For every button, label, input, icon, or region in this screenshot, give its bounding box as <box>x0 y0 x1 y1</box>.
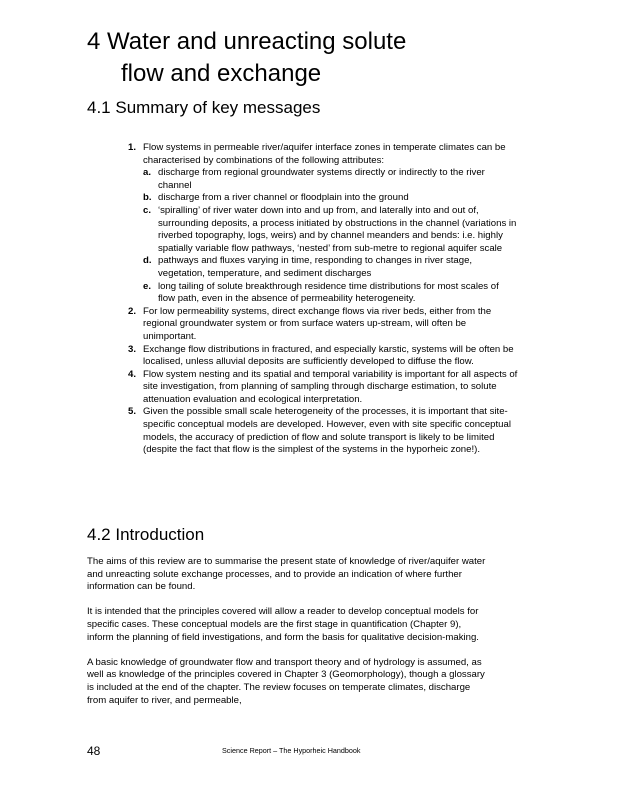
sub-item-letter: e. <box>143 280 152 292</box>
sub-item <box>143 192 518 205</box>
running-footer-title: Science Report – The Hyporheic Handbook <box>222 746 361 755</box>
item-number: 1. <box>128 142 137 153</box>
sub-item <box>143 255 518 280</box>
item-number: 5. <box>128 406 137 418</box>
sub-item-text: pathways and fluxes varying in time, responding to changes in river stage, vegetation, temperature, and sediment discharges <box>158 255 473 279</box>
section-heading-summary: 4.1 Summary of key messages <box>87 98 321 117</box>
sub-item-letter: a. <box>143 167 152 179</box>
sub-item-text: discharge from regional groundwater systems directly or indirectly to the river channel <box>158 167 485 191</box>
key-message-item <box>128 306 518 344</box>
chapter-title <box>87 26 406 90</box>
introduction-body <box>87 556 487 720</box>
item-text: For low permeability systems, direct exchange flows via river beds, either from the regional groundwater system or from surface waters up-stream, will often be unimportant. <box>143 305 492 342</box>
sub-item <box>143 281 518 306</box>
page-number: 48 <box>87 744 101 758</box>
key-message-item <box>128 406 518 456</box>
sub-item-letter: d. <box>143 255 152 267</box>
sub-item-text: long tailing of solute breakthrough residence time distributions for most scales of flow path, even in the absence of permeability heterogeneity. <box>158 280 499 305</box>
key-message-item <box>128 142 518 306</box>
sub-item-text: ‘spiralling’ of river water down into and up from, and laterally into and out of, surrounding deposits, a process initiated by obstructions in the channel (variations in riverbed topography, logs, weirs) and by channel meanders and bends: i.e. highly spatially variable flow pathways, ‘nested’ from sub-metre to regional aquifer scale <box>158 204 517 254</box>
sub-item <box>143 205 518 255</box>
intro-paragraph: It is intended that the principles covered will allow a reader to develop conceptual models for specific cases. These conceptual models are the first stage in quantification (Chapter 9), inform the planning of field investigations, and form the basis for qualitative decision-making. <box>87 606 479 643</box>
section-heading-introduction: 4.2 Introduction <box>87 525 205 544</box>
intro-paragraph: The aims of this review are to summarise the present state of knowledge of river/aquifer water and unreacting solute exchange processes, and to provide an indication of where further information can be found. <box>87 556 486 593</box>
item-number: 2. <box>128 305 137 317</box>
sub-item-letter: c. <box>143 204 152 216</box>
key-message-item <box>128 369 518 407</box>
chapter-title-line1: 4 Water and unreacting solute <box>87 28 407 55</box>
attribute-sublist <box>143 167 518 306</box>
item-text: Flow systems in permeable river/aquifer interface zones in temperate climates can be characterised by combinations of the following attributes: <box>143 142 506 166</box>
item-text: Flow system nesting and its spatial and temporal variability is important for all aspects of site investigation, from planning of sampling through discharge estimation, to solute attenuation evaluation and ecological interpretation. <box>143 368 518 405</box>
key-message-item <box>128 344 518 369</box>
item-number: 4. <box>128 368 137 380</box>
sub-item-text: discharge from a river channel or floodplain into the ground <box>158 192 409 204</box>
sub-item-letter: b. <box>143 192 152 204</box>
chapter-title-line2: flow and exchange <box>121 60 322 87</box>
item-text: Exchange flow distributions in fractured, and especially karstic, systems will be often be localised, unless alluvial deposits are sufficiently developed to diffuse the flow. <box>143 343 514 368</box>
item-number: 3. <box>128 343 137 355</box>
sub-item <box>143 167 518 192</box>
item-text: Given the possible small scale heterogeneity of the processes, it is important that site-specific conceptual models are developed. However, even with site specific conceptual models, the accuracy of prediction of flow and solute transport is likely to be limited (despite the fact that flow is the simplest of the systems in the hyporheic zone!). <box>143 406 511 456</box>
key-messages-list <box>128 142 518 457</box>
intro-paragraph: A basic knowledge of groundwater flow and transport theory and of hydrology is assumed, as well as knowledge of the principles covered in Chapter 3 (Geomorphology), though a glossary is included at the end of the chapter. The review focuses on temperate climates, discharge from aquifer to river, and permeable, <box>87 656 485 706</box>
